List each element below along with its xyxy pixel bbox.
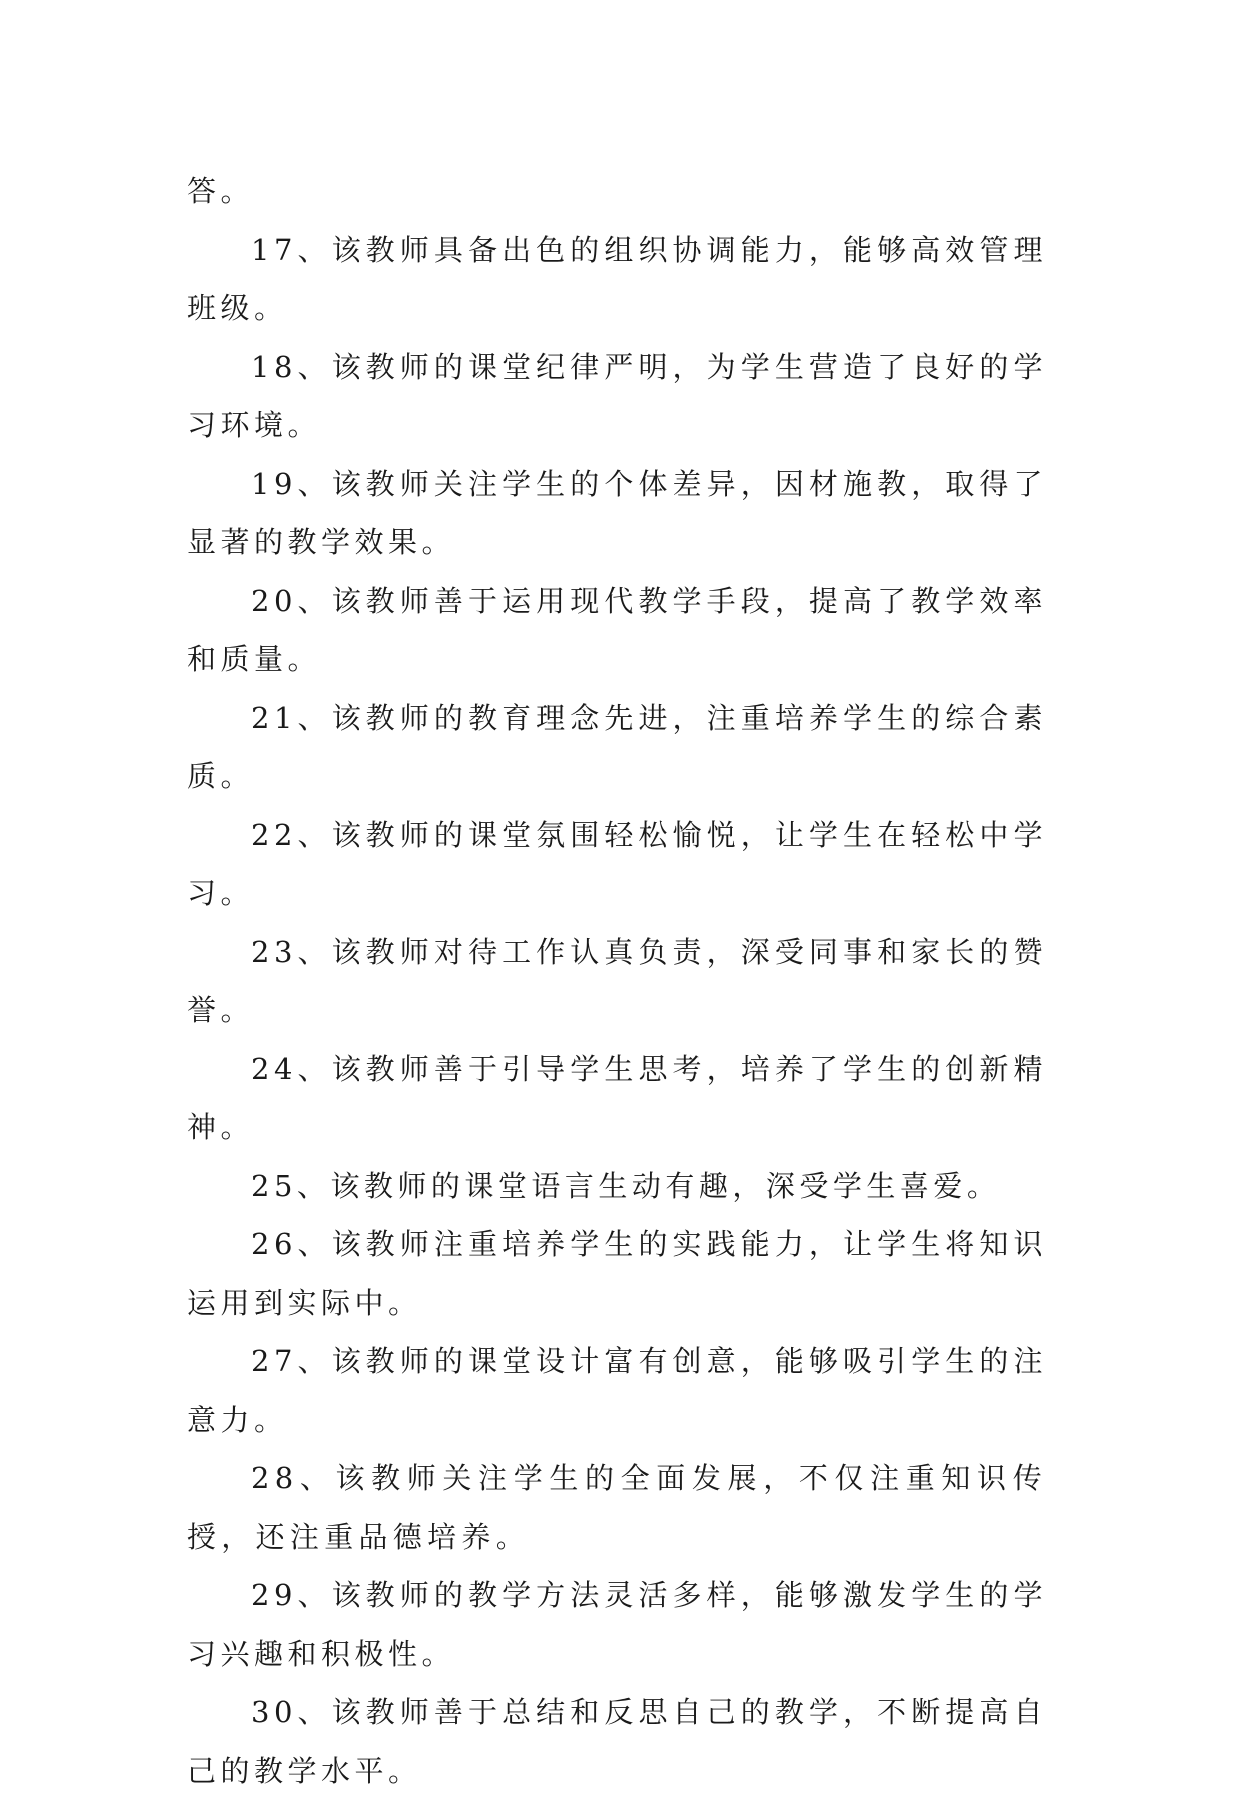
paragraph-item-29: 29、该教师的教学方法灵活多样，能够激发学生的学习兴趣和积极性。 xyxy=(187,1578,1047,1671)
paragraph-item-30: 30、该教师善于总结和反思自己的教学，不断提高自己的教学水平。 xyxy=(187,1695,1047,1788)
paragraph-item-17: 17、该教师具备出色的组织协调能力，能够高效管理班级。 xyxy=(187,232,1047,325)
paragraph-item-25: 25、该教师的课堂语言生动有趣，深受学生喜爱。 xyxy=(251,1168,1001,1203)
paragraph-item-19: 19、该教师关注学生的个体差异，因材施教，取得了显著的教学效果。 xyxy=(187,466,1047,559)
paragraph-item-20: 20、该教师善于运用现代教学手段，提高了教学效率和质量。 xyxy=(187,583,1047,676)
paragraph-item-22: 22、该教师的课堂氛围轻松愉悦，让学生在轻松中学习。 xyxy=(187,817,1047,910)
paragraph-item-27: 27、该教师的课堂设计富有创意，能够吸引学生的注意力。 xyxy=(187,1344,1047,1437)
paragraph-continuation: 答。 xyxy=(187,174,255,208)
paragraph-item-24: 24、该教师善于引导学生思考，培养了学生的创新精神。 xyxy=(187,1051,1047,1144)
paragraph-item-23: 23、该教师对待工作认真负责，深受同事和家长的赞誉。 xyxy=(187,934,1047,1027)
paragraph-item-18: 18、该教师的课堂纪律严明，为学生营造了良好的学习环境。 xyxy=(187,349,1047,442)
paragraph-item-28: 28、该教师关注学生的全面发展，不仅注重知识传授，还注重品德培养。 xyxy=(187,1461,1047,1554)
paragraph-item-21: 21、该教师的教育理念先进，注重培养学生的综合素质。 xyxy=(187,700,1047,793)
document-body xyxy=(187,162,1047,1800)
paragraph-item-26: 26、该教师注重培养学生的实践能力，让学生将知识运用到实际中。 xyxy=(187,1227,1047,1320)
